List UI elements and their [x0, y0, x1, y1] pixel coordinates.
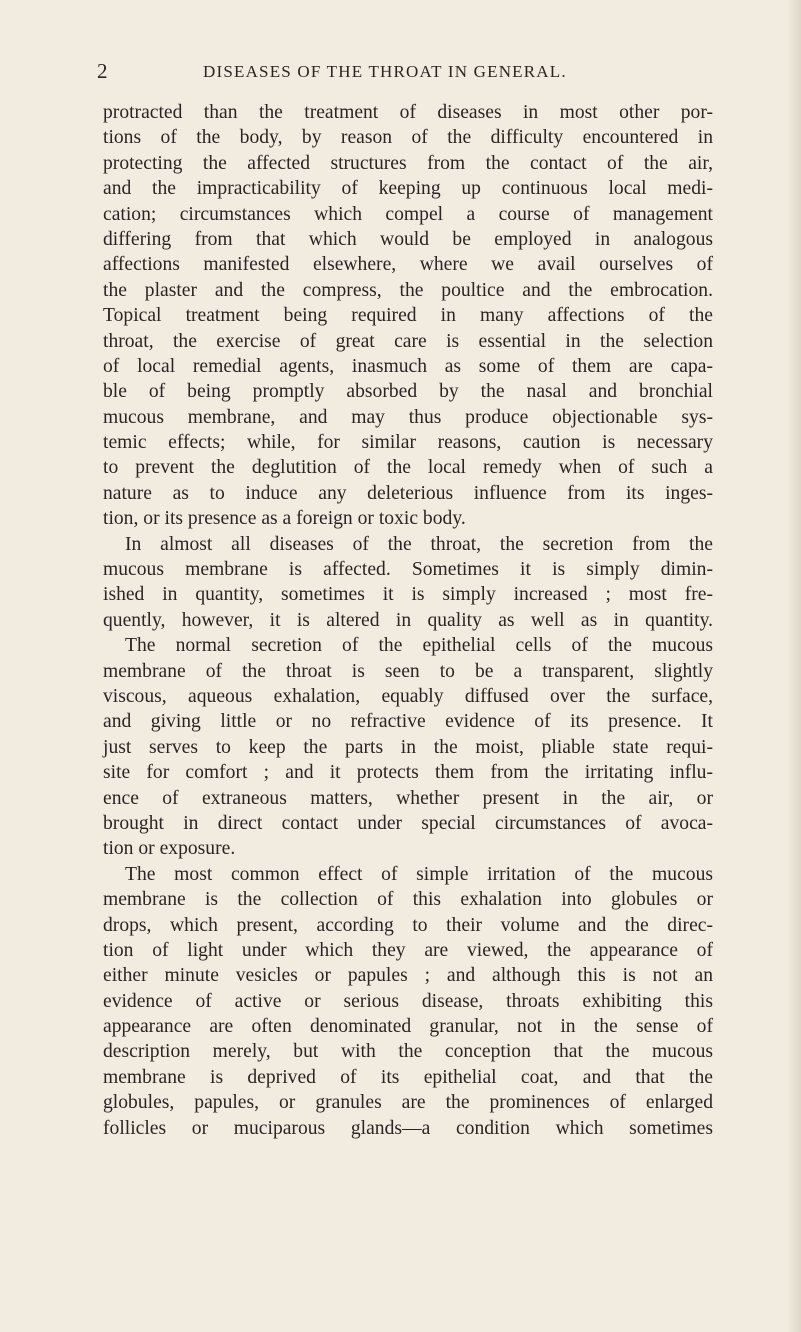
text-line: the plaster and the compress, the poultice and the embrocation. — [103, 279, 713, 301]
text-line: site for comfort ; and it protects them from the irritating influ- — [103, 762, 713, 784]
text-line: Topical treatment being required in many affections of the — [103, 305, 713, 327]
body-text — [103, 100, 713, 1141]
text-line: and giving little or no refractive evidence of its presence. It — [103, 711, 713, 733]
text-line: ished in quantity, sometimes it is simply increased ; most fre- — [103, 584, 713, 606]
page-number: 2 — [97, 59, 109, 83]
text-line: quently, however, it is altered in quality as well as in quantity. — [103, 609, 713, 631]
text-line: protracted than the treatment of diseases in most other por- — [103, 102, 713, 123]
text-line: The most common effect of simple irritation of the mucous — [125, 863, 713, 885]
text-line: protecting the affected structures from the contact of the air, — [103, 152, 713, 174]
running-title: DISEASES OF THE THROAT IN GENERAL. — [203, 62, 567, 81]
text-line: follicles or muciparous glands—a condition which sometimes — [103, 1117, 713, 1139]
text-line: description merely, but with the conception that the mucous — [103, 1041, 713, 1063]
text-line: drops, which present, according to their volume and the direc- — [103, 914, 713, 936]
text-line: tion of light under which they are viewed, the appearance of — [103, 939, 713, 961]
text-line: differing from that which would be employed in analogous — [103, 228, 713, 250]
text-line: brought in direct contact under special circumstances of avoca- — [103, 812, 713, 834]
text-line: of local remedial agents, inasmuch as some of them are capa- — [103, 355, 713, 377]
text-line: to prevent the deglutition of the local remedy when of such a — [103, 457, 713, 479]
text-line: cation; circumstances which compel a course of management — [103, 203, 713, 225]
text-line: ence of extraneous matters, whether present in the air, or — [103, 787, 713, 809]
text-line: tion or exposure. — [103, 838, 236, 860]
text-line: either minute vesicles or papules ; and although this is not an — [103, 965, 713, 987]
text-line: mucous membrane is affected. Sometimes it is simply dimin- — [103, 559, 713, 581]
text-line: and the impracticability of keeping up continuous local medi- — [103, 178, 713, 200]
text-line: throat, the exercise of great care is essential in the selection — [103, 330, 713, 352]
text-line: globules, papules, or granules are the prominences of enlarged — [103, 1092, 713, 1114]
text-line: mucous membrane, and may thus produce objectionable sys- — [103, 406, 713, 428]
text-line: tions of the body, by reason of the difficulty encountered in — [103, 127, 713, 149]
page-edge-shadow — [787, 0, 801, 1332]
paragraph-1 — [103, 100, 713, 532]
text-line: just serves to keep the parts in the moist, pliable state requi- — [103, 736, 713, 758]
text-line: temic effects; while, for similar reasons, caution is necessary — [103, 432, 713, 454]
text-line: tion, or its presence as a foreign or toxic body. — [103, 508, 466, 530]
paragraph-2 — [103, 532, 713, 862]
text-line: appearance are often denominated granular, not in the sense of — [103, 1016, 713, 1038]
paragraph-3 — [103, 862, 713, 1141]
running-head — [97, 58, 711, 84]
text-line: The normal secretion of the epithelial cells of the mucous — [125, 635, 713, 657]
text-line: nature as to induce any deleterious influence from its inges- — [103, 482, 713, 504]
text-line: affections manifested elsewhere, where we avail ourselves of — [103, 254, 713, 276]
text-line: viscous, aqueous exhalation, equably diffused over the surface, — [103, 685, 713, 707]
text-line: evidence of active or serious disease, throats exhibiting this — [103, 990, 713, 1012]
text-line: ble of being promptly absorbed by the nasal and bronchial — [103, 381, 713, 403]
text-line: membrane of the throat is seen to be a transparent, slightly — [103, 660, 713, 682]
text-line: membrane is the collection of this exhalation into globules or — [103, 889, 713, 911]
text-line: In almost all diseases of the throat, the secretion from the — [125, 533, 713, 555]
text-line: membrane is deprived of its epithelial coat, and that the — [103, 1066, 713, 1088]
